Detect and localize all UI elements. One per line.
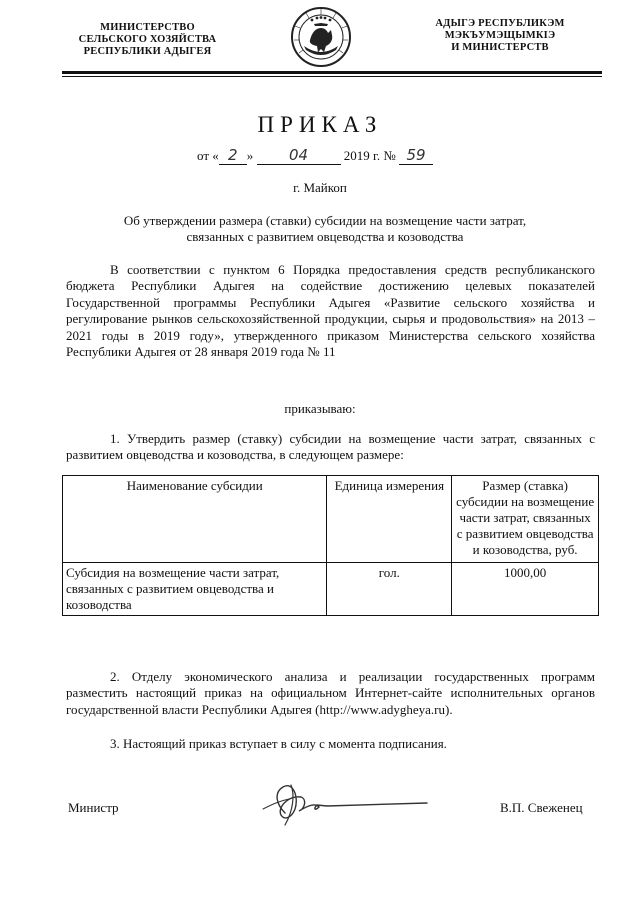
document-subject: Об утверждении размера (ставки) субсидии на возмещение части затрат, связанных с развитием овцеводства и козоводства <box>123 213 527 244</box>
cell-rate: 1000,00 <box>452 563 599 616</box>
signer-position: Министр <box>68 800 119 815</box>
org-right-line-2: МЭКЪУМЭЩЫМКIЭ <box>444 30 556 41</box>
signer-name: В.П. Свеженец <box>500 800 583 815</box>
item-2: 2. Отделу экономического анализа и реализации государственных программ разместить настоящий приказ на официальном Интернет-сайте исполнительных органов государственной власти Республики Адыгея (http://www.adygheya.ru). <box>66 669 595 717</box>
document-title: ПРИКАЗ <box>257 112 383 137</box>
date-month: 04 <box>257 149 341 165</box>
ministry-name-adyghe <box>405 18 595 54</box>
cell-unit: гол. <box>327 563 452 616</box>
org-left-line-2: СЕЛЬСКОГО ХОЗЯЙСТВА <box>78 34 217 45</box>
ministry-name-russian <box>60 22 235 58</box>
date-day: 2 <box>219 149 247 165</box>
coat-of-arms-icon <box>290 6 352 68</box>
table-header-row <box>63 476 599 563</box>
date-prefix: от « <box>197 148 219 163</box>
date-line <box>197 148 477 165</box>
date-day-suffix: » <box>246 148 254 163</box>
date-year-and-number-label: 2019 г. № <box>343 148 396 163</box>
org-right-line-1: АДЫГЭ РЕСПУБЛИКЭМ <box>435 18 565 29</box>
header-divider <box>62 71 602 77</box>
order-word: приказываю: <box>284 401 356 416</box>
item-3: 3. Настоящий приказ вступает в силу с момента подписания. <box>110 736 447 751</box>
subsidy-table <box>62 475 599 616</box>
org-right-line-3: И МИНИСТЕРСТВ <box>451 42 549 53</box>
intro-paragraph: В соответствии с пунктом 6 Порядка предоставления средств республиканского бюджета Республики Адыгея на содействие достижению целевых показателей Государственной программы Республики Адыгея «Развитие сельского хозяйства и регулирование рынков сельскохозяйственной продукции, сырья и продовольствия» на 2013 – 2021 годы в 2019 году», утвержденного приказом Министерства сельского хозяйства Республики Адыгея от 28 января 2019 года № 11 <box>66 262 595 360</box>
header-subsidy-name: Наименование субсидии <box>63 476 327 563</box>
org-left-line-1: МИНИСТЕРСТВО <box>100 22 195 33</box>
org-left-line-3: РЕСПУБЛИКИ АДЫГЕЯ <box>83 46 212 57</box>
city: г. Майкоп <box>293 180 347 195</box>
table-row <box>63 563 599 616</box>
item-1: 1. Утвердить размер (ставку) субсидии на возмещение части затрат, связанных с развитием овцеводства и козоводства, в следующем размере: <box>66 431 595 463</box>
header-rate: Размер (ставка) субсидии на возмещение части затрат, связанных с развитием овцеводства и козоводства, руб. <box>452 476 599 563</box>
cell-subsidy-name: Субсидия на возмещение части затрат, связанных с развитием овцеводства и козоводства <box>63 563 327 616</box>
order-number: 59 <box>399 149 433 165</box>
handwritten-signature <box>255 775 435 830</box>
header-unit: Единица измерения <box>327 476 452 563</box>
